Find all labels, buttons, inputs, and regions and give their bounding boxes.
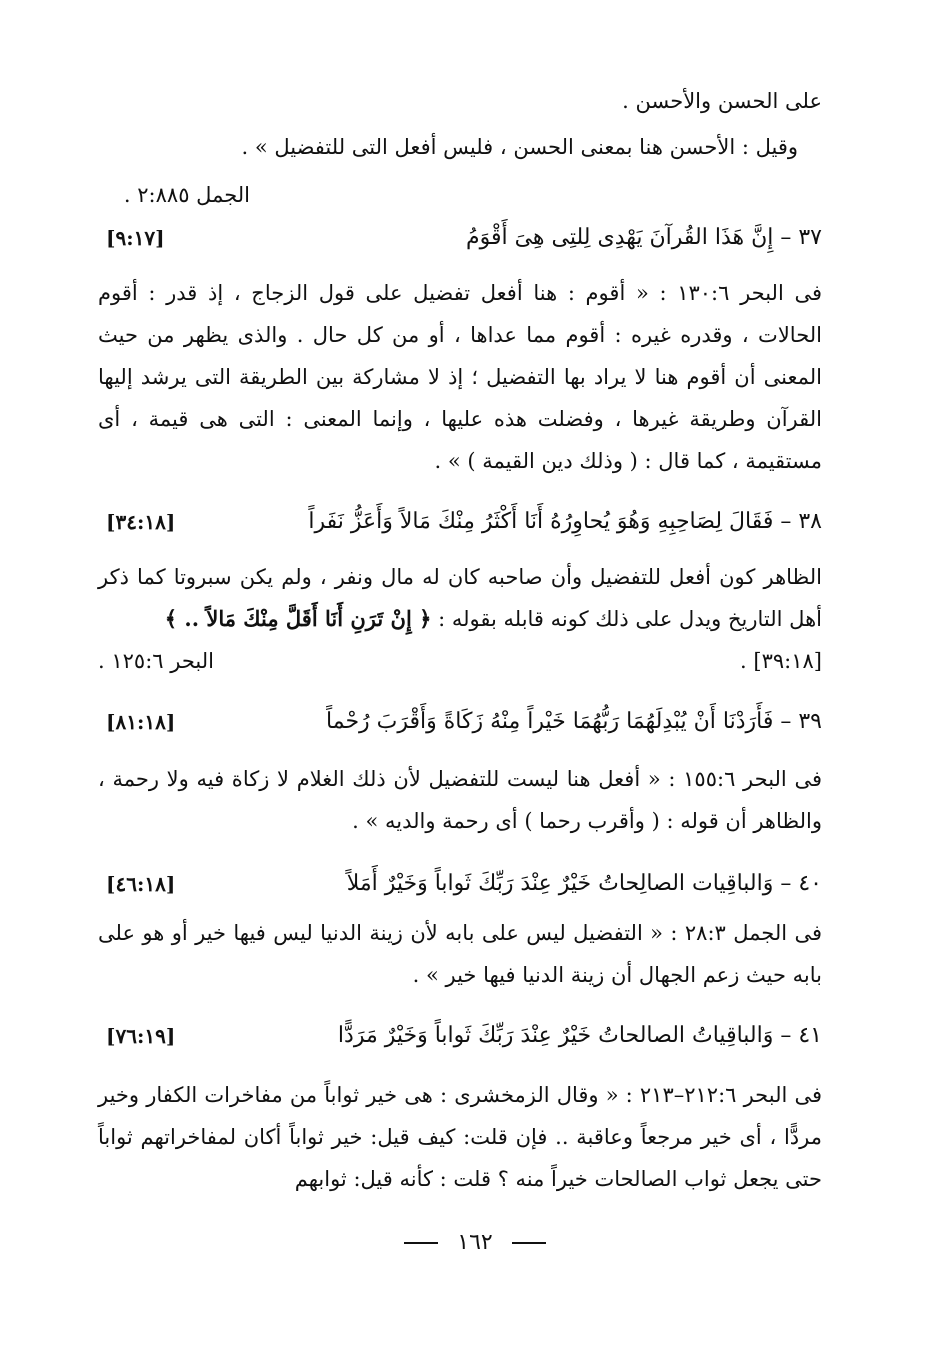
verse-40 (98, 864, 822, 904)
verse-37-text: ٣٧ – إِنَّ هَذَا القُرآنَ يَهْدِى لِلتِى هِىَ أَقْوَمُ (465, 225, 822, 250)
verse-41-ref: [٧٦:١٩] (106, 1024, 176, 1048)
commentary-41: فى البحر ٢١٢:٦–٢١٣ : « وقال الزمخشرى : هى خير ثواباً من مفاخرات الكفار وخير مردًّا ، أى خير مرجعاً وعاقبة .. فإن قلت: كيف قيل: خير ثواباً أكان لمفاخراتهم ثواباً حتى يجعل ثواب الصالحات خيراً منه ؟ قلت : كأنه قيل: ثوابهم (98, 1083, 822, 1191)
verse-39 (98, 702, 822, 742)
verse-37 (98, 218, 822, 258)
page-footer (0, 1230, 950, 1255)
verse-37-ref: [٩:١٧] (106, 226, 165, 250)
verse-41 (98, 1016, 822, 1056)
source-citation: الجمل ٢:٨٨٥ . (123, 183, 250, 207)
page-number: ١٦٢ (457, 1230, 493, 1255)
commentary-38-source: البحر ١٢٥:٦ . (98, 649, 214, 673)
verse-38 (98, 502, 822, 542)
commentary-37: فى البحر ١٣٠:٦ : « أقوم : هنا أفعل تفضيل على قول الزجاج ، إذ قدر : أقوم الحالات ، وقدره غيره : أقوم مما عداها ، أو من كل حال . والذى يظهر من حيث المعنى أن أقوم هنا لا يراد بها التفضيل ؛ إذ لا مشاركة بين الطريقة التى يرشد إليها القرآن وطريقة غيرها ، وفضلت هذه عليها ، وإنما المعنى : التى هى قيمة ، أى مستقيمة ، كما قال : ( وذلك دين القيمة ) » . (98, 281, 822, 473)
verse-41-text: ٤١ – وَالباقِياتُ الصالحاتُ خَيْرٌ عِنْدَ رَبِّكَ ثَواباً وَخَيْرٌ مَرَدًّا (337, 1023, 822, 1048)
commentary-38-quote: ﴿ إِنْ تَرَنِ أَنَا أَقَلَّ مِنْكَ مَالاً .. ﴾ (164, 606, 432, 631)
commentary-38-footer (98, 640, 822, 682)
page-dash-left (512, 1242, 546, 1244)
commentary-39: فى البحر ١٥٥:٦ : « أفعل هنا ليست للتفضيل لأن ذلك الغلام لا زكاة فيه ولا رحمة ، والظاهر أن قوله : ( وأقرب رحما ) أى رحمة والديه » . (98, 767, 822, 833)
commentary-38-text: الظاهر كون أفعل للتفضيل وأن صاحبه كان له مال ونفر ، ولم يكن سبروتا كما ذكر أهل التاريخ ويدل على ذلك كونه قابله بقوله : (98, 565, 822, 631)
commentary-38-quote-ref: [٣٩:١٨] . (740, 649, 822, 673)
verse-40-ref: [٤٦:١٨] (106, 872, 176, 896)
page-dash-right (404, 1242, 438, 1244)
commentary-38 (98, 556, 822, 682)
verse-38-text: ٣٨ – فَقَالَ لِصَاحِبِهِ وَهُوَ يُحاوِرُهُ أَنَا أَكْثَرُ مِنْكَ مَالاً وَأَعَزُّ نَفَراً (308, 509, 822, 534)
text-line-2: وقيل : الأحسن هنا بمعنى الحسن ، فليس أفعل التى للتفضيل » . (241, 135, 798, 159)
commentary-40: فى الجمل ٢٨:٣ : « التفضيل ليس على بابه لأن زينة الدنيا ليس فيها خير أو هو على بابه حيث زعم الجهال أن زينة الدنيا فيها خير » . (98, 921, 822, 987)
verse-40-text: ٤٠ – وَالباقِيات الصالِحاتُ خَيْرٌ عِنْدَ رَبِّكَ ثَواباً وَخَيْرٌ أَمَلاً (346, 871, 822, 896)
verse-39-ref: [٨١:١٨] (106, 710, 176, 734)
verse-38-ref: [٣٤:١٨] (106, 510, 176, 534)
text-line-1: على الحسن والأحسن . (622, 89, 822, 113)
verse-39-text: ٣٩ – فَأَرَدْنَا أَنْ يُبْدِلَهُمَا رَبُّهُمَا خَيْراً مِنْهُ زَكَاةً وَأَقْرَبَ رُحْماً (326, 709, 822, 734)
